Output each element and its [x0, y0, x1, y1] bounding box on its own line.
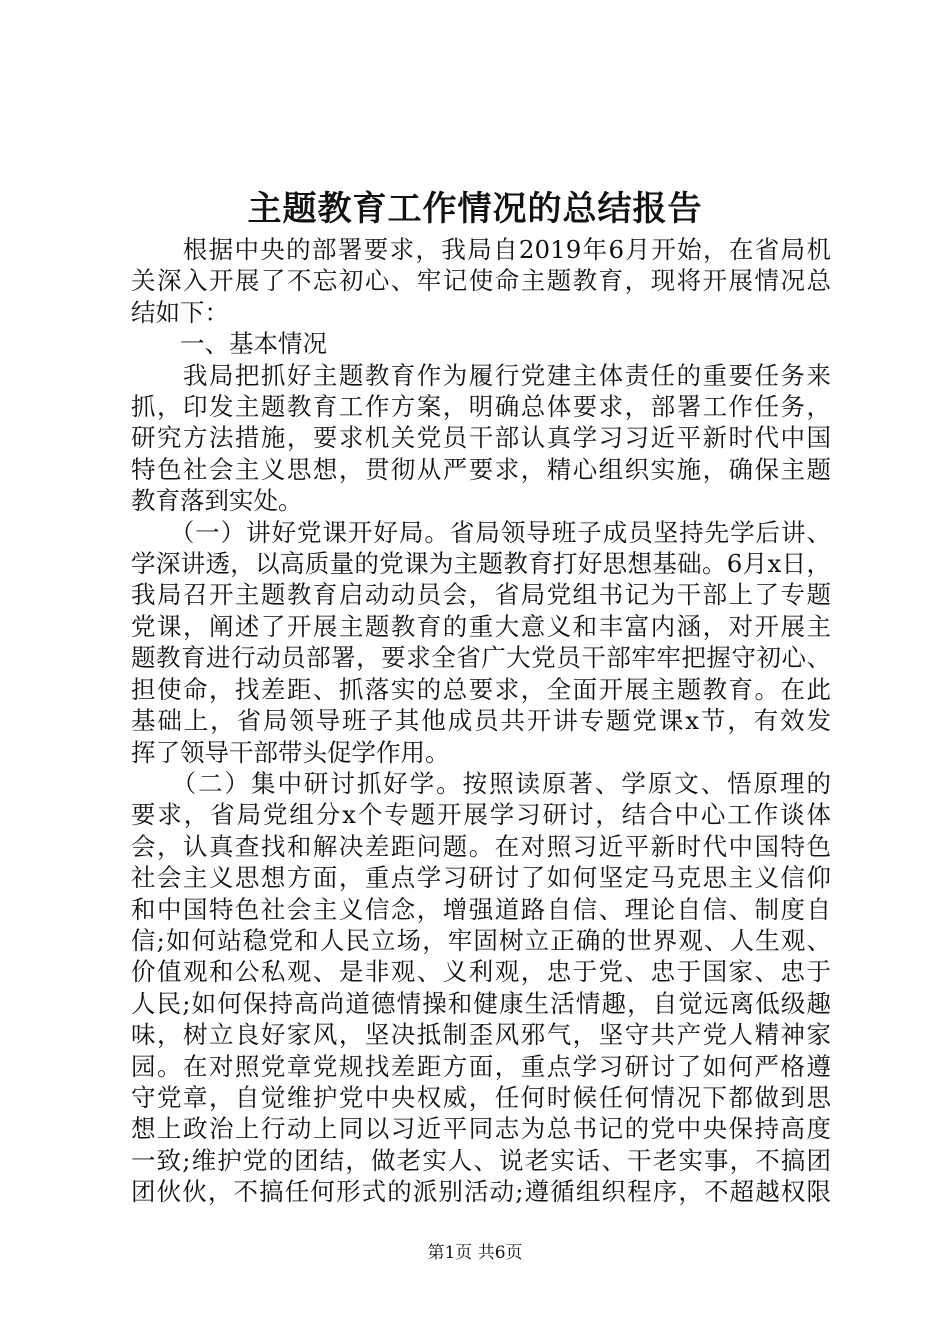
text-line: 关深入开展了不忘初心、牢记使命主题教育，现将开展情况总: [131, 266, 831, 296]
text-line: 特色社会主义思想，贯彻从严要求，精心组织实施，确保主题: [131, 454, 831, 484]
document-title: 主题教育工作情况的总结报告: [247, 189, 703, 229]
text-line: 信;如何站稳党和人民立场，牢固树立正确的世界观、人生观、: [131, 925, 831, 955]
text-line: 教育落到实处。: [131, 486, 303, 516]
text-line: 一、基本情况: [131, 329, 327, 359]
paragraph: [131, 517, 831, 768]
text-line: 研究方法措施，要求机关党员干部认真学习习近平新时代中国: [131, 423, 831, 453]
document-body: [131, 234, 831, 1208]
text-line: 担使命，找差距、抓落实的总要求，全面开展主题教育。在此: [131, 674, 831, 704]
paragraph: [131, 328, 831, 359]
paragraph: [131, 768, 831, 1208]
text-line: 园。在对照党章党规找差距方面，重点学习研讨了如何严格遵: [131, 1051, 831, 1081]
text-line: 学深讲透，以高质量的党课为主题教育打好思想基础。6月x日，: [131, 549, 831, 579]
text-line: 题教育进行动员部署，要求全省广大党员干部牢牢把握守初心、: [131, 643, 831, 673]
text-line: 味，树立良好家风，坚决抵制歪风邪气，坚守共产党人精神家: [131, 1020, 831, 1050]
text-line: 守党章，自觉维护党中央权威，任何时候任何情况下都做到思: [131, 1082, 831, 1112]
text-line: 一致;维护党的团结，做老实人、说老实话、干老实事，不搞团: [131, 1145, 831, 1175]
text-line: 人民;如何保持高尚道德情操和健康生活情趣，自觉远离低级趣: [131, 988, 831, 1018]
text-line: 我局召开主题教育启动动员会，省局党组书记为干部上了专题: [131, 580, 831, 610]
text-line: 挥了领导干部带头促学作用。: [131, 737, 450, 767]
text-line: 基础上，省局领导班子其他成员共开讲专题党课x节，有效发: [131, 706, 831, 736]
text-line: 结如下：: [131, 297, 229, 327]
text-line: 想上政治上行动上同以习近平同志为总书记的党中央保持高度: [131, 1114, 831, 1144]
text-line: （二）集中研讨抓好学。按照读原著、学原文、悟原理的: [131, 768, 831, 798]
text-line: 党课，阐述了开展主题教育的重大意义和丰富内涵，对开展主: [131, 611, 831, 641]
paragraph: [131, 234, 831, 328]
text-line: 根据中央的部署要求，我局自2019年6月开始，在省局机: [131, 235, 831, 264]
text-line: 团伙伙，不搞任何形式的派别活动;遵循组织程序，不超越权限: [131, 1177, 831, 1207]
text-line: 抓，印发主题教育工作方案，明确总体要求，部署工作任务，: [131, 392, 831, 422]
text-line: 价值观和公私观、是非观、义利观，忠于党、忠于国家、忠于: [131, 957, 831, 987]
text-line: 我局把抓好主题教育作为履行党建主体责任的重要任务来: [131, 360, 831, 390]
text-line: （一）讲好党课开好局。省局领导班子成员坚持先学后讲、: [131, 517, 831, 547]
page-footer: 第1页 共6页: [427, 1243, 523, 1263]
text-line: 社会主义思想方面，重点学习研讨了如何坚定马克思主义信仰: [131, 863, 831, 893]
text-line: 要求，省局党组分x个专题开展学习研讨，结合中心工作谈体: [131, 800, 831, 830]
text-line: 会，认真查找和解决差距问题。在对照习近平新时代中国特色: [131, 831, 831, 861]
paragraph: [131, 360, 831, 517]
text-line: 和中国特色社会主义信念，增强道路自信、理论自信、制度自: [131, 894, 831, 924]
